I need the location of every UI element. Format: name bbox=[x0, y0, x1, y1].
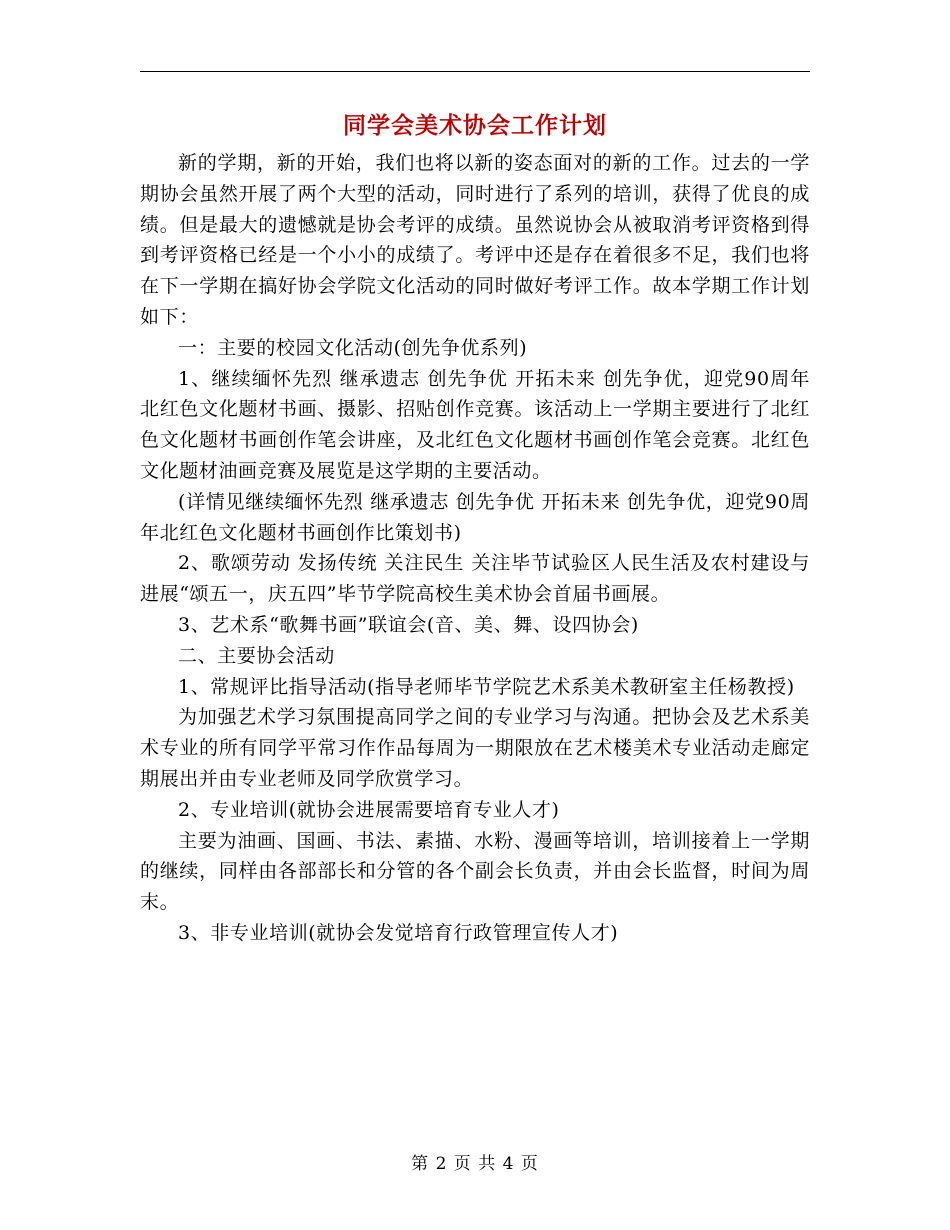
document-body bbox=[140, 148, 810, 949]
paragraph-routine-evaluation: 1、常规评比指导活动(指导老师毕节学院艺术系美术教研室主任杨教授) bbox=[178, 675, 795, 698]
header-rule bbox=[140, 71, 810, 72]
document-title: 同学会美术协会工作计划 bbox=[343, 113, 607, 139]
paragraph-item-2: 2、歌颂劳动 发扬传统 关注民生 关注毕节试验区人民生活及农村建设与进展“颂五一，庆五四”毕节学院高校生美术协会首届书画展。 bbox=[140, 552, 810, 606]
paragraph-non-professional-training: 3、非专业培训(就协会发觉培育行政管理宣传人才) bbox=[178, 921, 619, 944]
paragraph-professional-training-detail: 主要为油画、国画、书法、素描、水粉、漫画等培训，培训接着上一学期的继续，同样由各部部长和分管的各个副会长负责，并由会长监督，时间为周末。 bbox=[140, 829, 810, 914]
paragraph-intro: 新的学期，新的开始，我们也将以新的姿态面对的新的工作。过去的一学期协会虽然开展了两个大型的活动，同时进行了系列的培训，获得了优良的成绩。但是最大的遗憾就是协会考评的成绩。虽然说协会从被取消考评资格到得到考评资格已经是一个小小的成绩了。考评中还是存在着很多不足，我们也将在下一学期在搞好协会学院文化活动的同时做好考评工作。故本学期工作计划如下： bbox=[140, 152, 810, 328]
paragraph-item-1: 1、继续缅怀先烈 继承遗志 创先争优 开拓未来 创先争优，迎党90周年北红色文化题材书画、摄影、招贴创作竞赛。该活动上一学期主要进行了北红色文化题材书画创作笔会讲座，及北红色文化题材书画创作笔会竞赛。北红色文化题材油画竞赛及展览是这学期的主要活动。 bbox=[140, 367, 810, 482]
page-number-footer: 第 2 页 共 4 页 bbox=[411, 1154, 539, 1174]
paragraph-item-1-note: (详情见继续缅怀先烈 继承遗志 创先争优 开拓未来 创先争优，迎党90周年北红色文化题材书画创作比策划书) bbox=[140, 490, 810, 544]
paragraph-routine-evaluation-detail: 为加强艺术学习氛围提高同学之间的专业学习与沟通。把协会及艺术系美术专业的所有同学平常习作作品每周为一期限放在艺术楼美术专业活动走廊定期展出并由专业老师及同学欣赏学习。 bbox=[140, 706, 810, 790]
paragraph-item-3: 3、艺术系“歌舞书画”联谊会(音、美、舞、设四协会) bbox=[178, 613, 639, 636]
paragraph-professional-training: 2、专业培训(就协会进展需要培育专业人才) bbox=[178, 798, 560, 821]
section-heading-association-activities: 二、主要协会活动 bbox=[178, 644, 335, 667]
section-heading-campus-activities: 一：主要的校园文化活动(创先争优系列) bbox=[178, 336, 528, 359]
